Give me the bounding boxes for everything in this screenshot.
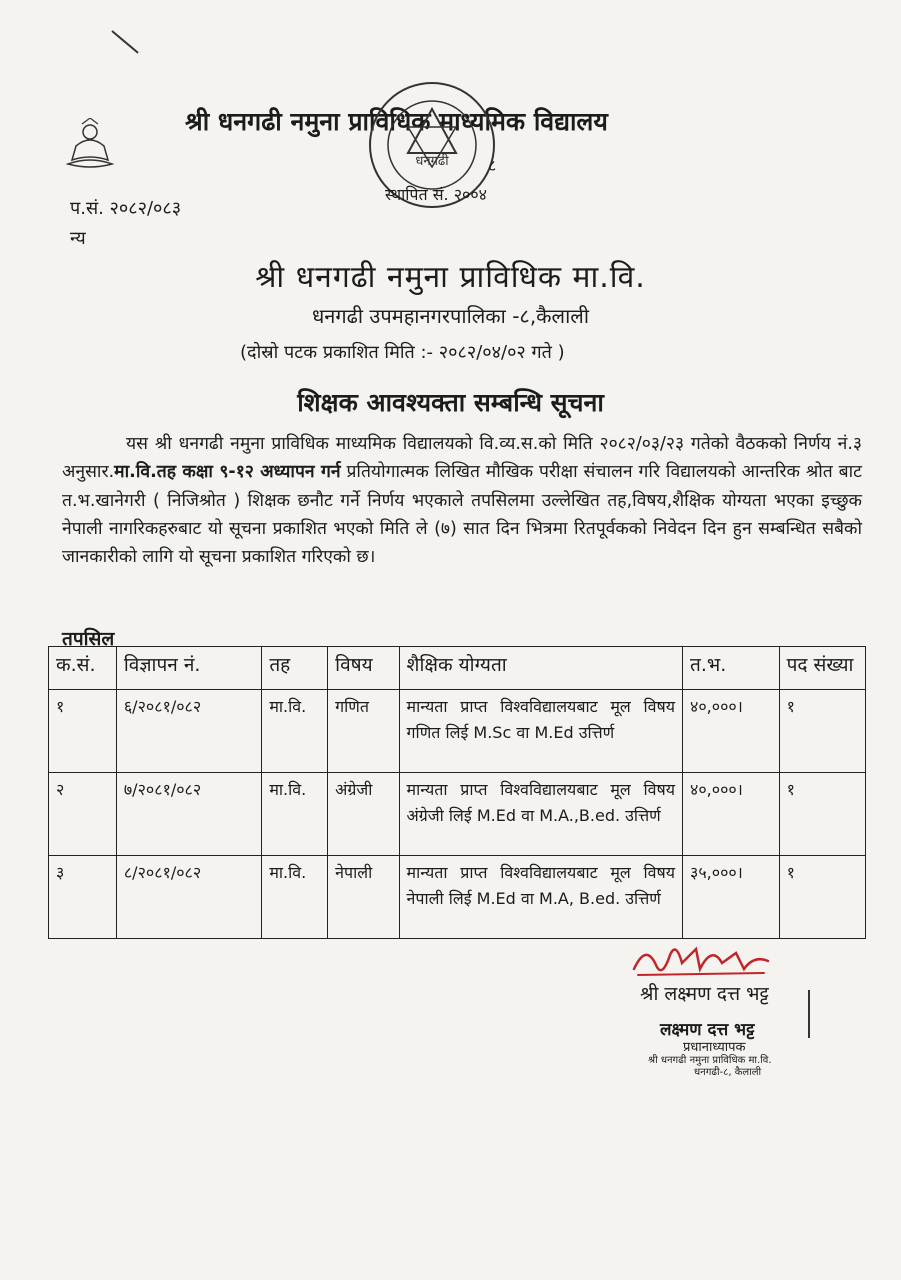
cell-advertisement-no: ८/२०८१/०८२ (116, 856, 261, 939)
notice-title: शिक्षक आवश्यक्ता सम्बन्धि सूचना (297, 388, 604, 417)
header-advertisement-no: विज्ञापन नं. (116, 647, 261, 690)
deity-emblem-icon (62, 118, 118, 170)
cell-posts: १ (779, 690, 865, 773)
header-qualification: शैक्षिक योग्यता (399, 647, 683, 690)
cell-posts: १ (779, 856, 865, 939)
cell-level: मा.वि. (262, 773, 328, 856)
cell-salary: ३५,०००। (683, 856, 780, 939)
cell-qualification: मान्यता प्राप्त विश्वविद्यालयबाट मूल विषय नेपाली लिई M.Ed वा M.A, B.ed. उत्तिर्ण (399, 856, 683, 939)
cell-level: मा.वि. (262, 856, 328, 939)
header-salary: त.भ. (683, 647, 780, 690)
table-row (49, 856, 866, 939)
cell-serial: ३ (49, 856, 117, 939)
stamp-center-text: धनगढी (415, 154, 449, 169)
seal-title: प्रधानाध्यापक (683, 1040, 746, 1055)
handwritten-signature-icon (626, 935, 776, 985)
cell-salary: ४०,०००। (683, 773, 780, 856)
header-level: तह (262, 647, 328, 690)
cell-level: मा.वि. (262, 690, 328, 773)
cell-qualification: मान्यता प्राप्त विश्वविद्यालयबाट मूल विषय अंग्रेजी लिई M.Ed वा M.A.,B.ed. उत्तिर्ण (399, 773, 683, 856)
dispatch-number: न्य (70, 228, 86, 249)
header-posts: पद संख्या (779, 647, 865, 690)
table-caption: तपसिल (62, 628, 115, 650)
seal-place: धनगढी-८, कैलाली (694, 1067, 762, 1078)
cell-qualification: मान्यता प्राप्त विश्वविद्यालयबाट मूल विषय गणित लिई M.Sc वा M.Ed उत्तिर्ण (399, 690, 683, 773)
stamp-established-text: स्थापित सं. २००४ (385, 185, 487, 204)
signer-name: श्री लक्ष्मण दत्त भट्ट (640, 983, 769, 1005)
table-row (49, 690, 866, 773)
cell-serial: १ (49, 690, 117, 773)
notice-body-emphasis: मा.वि.तह कक्षा ९-१२ अध्यापन गर्न (114, 462, 341, 483)
reference-number: प.सं. २०८२/०८३ (70, 198, 182, 219)
addressee-name: श्री धनगढी नमुना प्राविधिक मा.वि. (255, 260, 646, 295)
cell-subject: नेपाली (328, 856, 399, 939)
cell-posts: १ (779, 773, 865, 856)
cell-advertisement-no: ७/२०८१/०८२ (116, 773, 261, 856)
addressee-location: धनगढी उपमहानगरपालिका -८,कैलाली (311, 304, 590, 328)
stamp-ward-number: ८ (488, 156, 497, 175)
pen-mark (111, 30, 138, 53)
seal-school: श्री धनगढी नमुना प्राविधिक मा.वि. (648, 1055, 772, 1066)
cell-advertisement-no: ६/२०८१/०८२ (116, 690, 261, 773)
vacancy-table (48, 646, 866, 939)
notice-body (62, 430, 862, 571)
header-subject: विषय (328, 647, 399, 690)
cell-subject: अंग्रेजी (328, 773, 399, 856)
header-serial: क.सं. (49, 647, 117, 690)
publish-date: (दोस्रो पटक प्रकाशित मिति :- २०८२/०४/०२ गते ) (240, 342, 565, 363)
notice-body-part1: यस श्री धनगढी नमुना प्राविधिक माध्यमिक विद्यालयको वि.व्य.स.को मिति २०८२/०३/२३ गतेको वैठकको निर्णय नं.३ अनुसार. (62, 434, 862, 483)
cell-serial: २ (49, 773, 117, 856)
seal-border (808, 990, 810, 1038)
cell-subject: गणित (328, 690, 399, 773)
cell-salary: ४०,०००। (683, 690, 780, 773)
table-header-row (49, 647, 866, 690)
seal-name: लक्ष्मण दत्त भट्ट (660, 1020, 755, 1040)
notice-body-part2: प्रतियोगात्मक लिखित मौखिक परीक्षा संचालन गरि विद्यालयको आन्तरिक श्रोत बाट त.भ.खानेगरी ( निजिश्रोत ) शिक्षक छनौट गर्ने निर्णय भएकाले तपसिलमा उल्लेखित तह,विषय,शैक्षिक योग्यता भएका इच्छुक नेपाली नागरिकहरुबाट यो सूचना प्रकाशित भएको मिति ले (७) सात दिन भित्रमा रितपूर्वकको निवेदन दिन हुन सम्बन्धित सबैको जानकारीको लागि यो सूचना प्रकाशित गरिएको छ। (62, 462, 862, 568)
addressee-block (0, 255, 901, 329)
table-row (49, 773, 866, 856)
school-name-heading: श्री धनगढी नमुना प्राविधिक माध्यमिक विद्यालय (185, 107, 608, 136)
